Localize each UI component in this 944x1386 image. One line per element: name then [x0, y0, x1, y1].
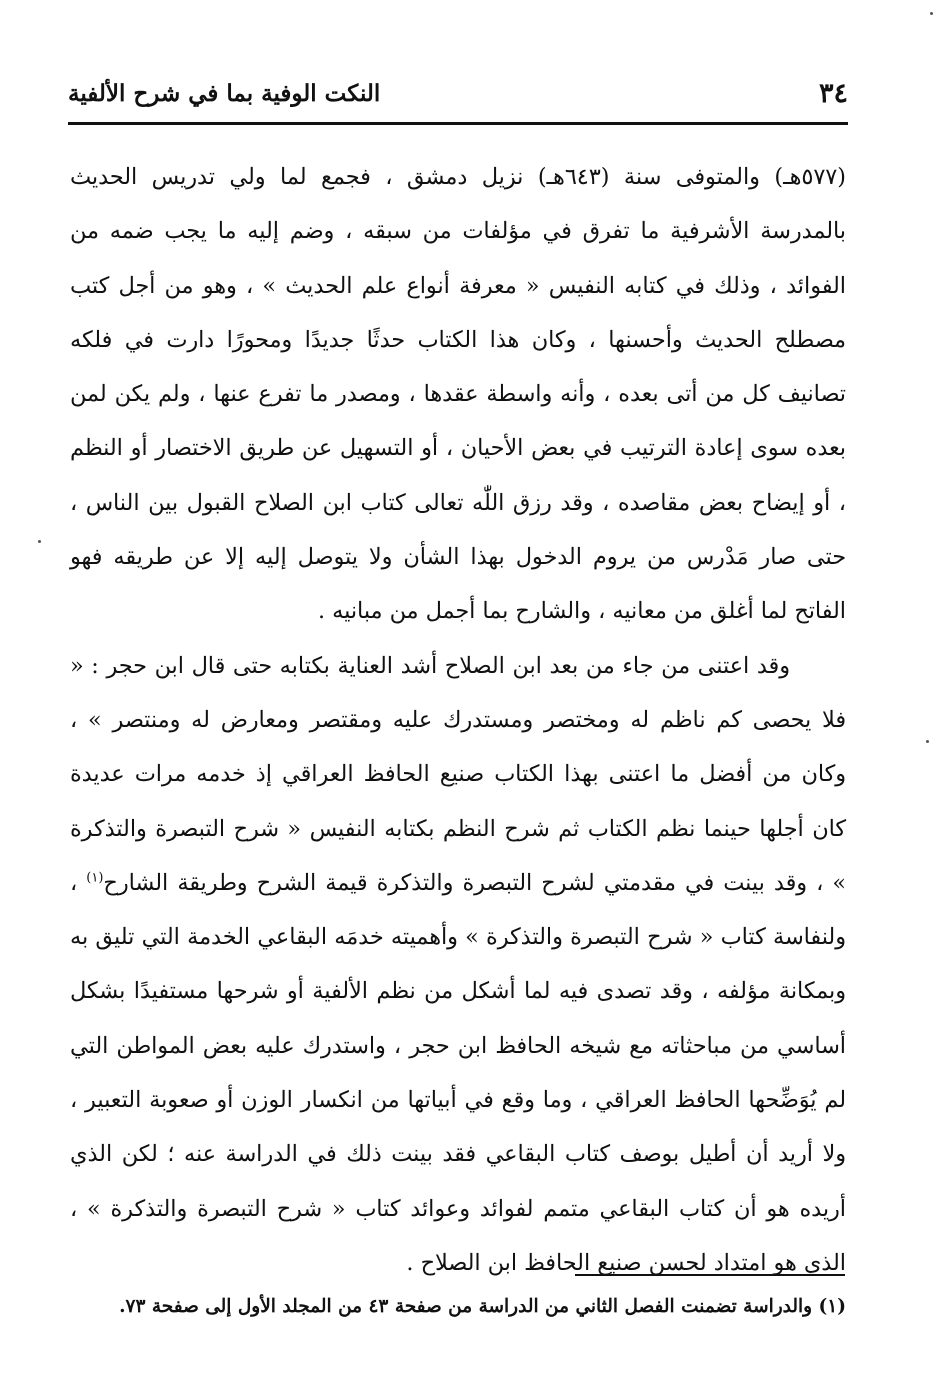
paragraph-1: (٥٧٧هـ) والمتوفى سنة (٦٤٣هـ) نزيل دمشق ، فجمع لما ولي تدريس الحديث بالمدرسة الأشرفية ما تفرق في مؤلفات من سبقه ، وضم إليه ما يجب ضمه من الفوائد ، وذلك في كتابه النفيس « معرفة أنواع علم الحديث » ، وهو من أجل كتب مصطلح الحديث وأحسنها ، وكان هذا الكتاب حدثًا جديدًا ومحورًا دارت في فلكه تصانيف كل من أتى بعده ، وأنه واسطة عقدها ، ومصدر ما تفرع عنها ، ولم يكن لمن بعده سوى إعادة الترتيب في بعض الأحيان ، أو التسهيل عن طريق الاختصار أو النظم ، أو إيضاح بعض مقاصده ، وقد رزق اللّٰه تعالى كتاب ابن الصلاح القبول بين الناس ، حتى صار مَدْرس من يروم الدخول بهذا الشأن ولا يتوصل إليه إلا عن طريقه فهو الفاتح لما أغلق من معانيه ، والشارح بما أجمل من مبانيه . — [70, 164, 846, 625]
scan-speck — [926, 740, 929, 743]
scan-speck — [930, 12, 933, 15]
page-number: ٣٤ — [818, 77, 848, 109]
footnote-reference[interactable]: (١) — [86, 870, 104, 886]
header-rule — [68, 122, 848, 125]
page-header — [68, 70, 848, 116]
paragraph-2 — [70, 639, 846, 1291]
paragraph-2-text: وقد اعتنى من جاء من بعد ابن الصلاح أشد العناية بكتابه حتى قال ابن حجر : « فلا يحصى كم ناظم له ومختصر ومستدرك عليه ومقتصر ومعارض له ومنتصر » ، وكان من أفضل ما اعتنى بهذا الكتاب صنيع الحافظ العراقي إذ خدمه مرات عديدة كان أجلها حينما نظم الكتاب ثم شرح النظم بكتابه النفيس « شرح التبصرة والتذكرة » ، وقد بينت في مقدمتي لشرح التبصرة والتذكرة قيمة الشرح وطريقة الشارح — [70, 652, 847, 896]
paragraph-2-continuation: ، ولنفاسة كتاب « شرح التبصرة والتذكرة » وأهميته خدمَه البقاعي الخدمة التي تليق به وبمكانة مؤلفه ، وقد تصدى فيه لما أشكل من نظم الألفية أو شرحها مستفيدًا بشكل أساسي من مباحثاته مع شيخه الحافظ ابن حجر ، واستدرك عليه بعض المواطن التي لم يُوَضِّحها الحافظ العراقي ، وما وقع في أبياتها من انكسار الوزن أو صعوبة التعبير ، ولا أريد أن أطيل بوصف كتاب البقاعي فقد بينت ذلك في الدراسة عنه ؛ لكن الذي أريده هو أن كتاب البقاعي متمم لفوائد وعوائد كتاب « شرح التبصرة والتذكرة » ، الذي هو امتداد لحسن صنيع الحافظ ابن الصلاح . — [70, 869, 846, 1276]
footnote: (١) والدراسة تضمنت الفصل الثاني من الدراسة من صفحة ٤٣ من المجلد الأول إلى صفحة ٧٣. — [119, 1296, 846, 1317]
footnote-separator — [575, 1274, 845, 1276]
scan-speck — [38, 540, 41, 543]
running-title: النكت الوفية بما في شرح الألفية — [68, 79, 381, 107]
main-text — [70, 150, 846, 1290]
